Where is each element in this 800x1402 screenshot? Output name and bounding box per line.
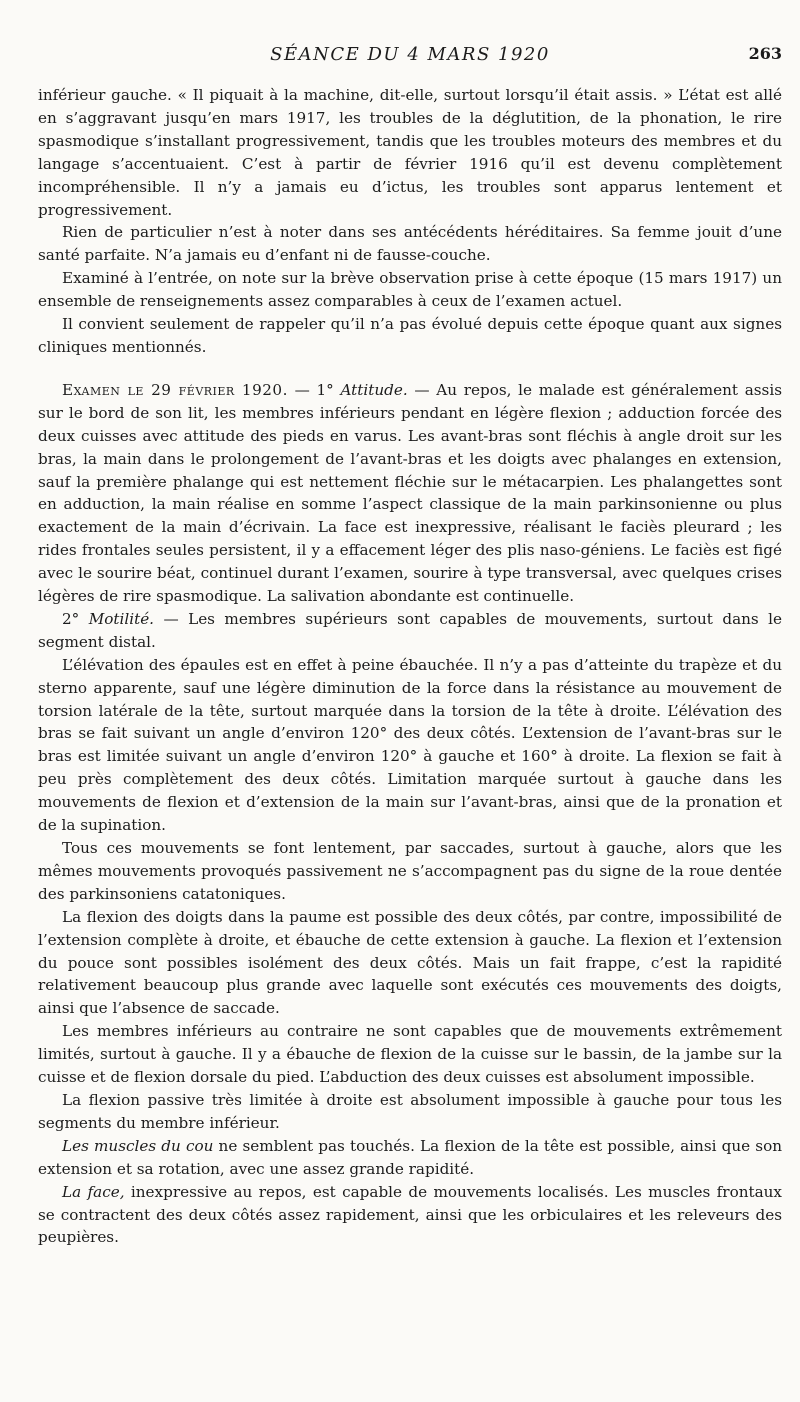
running-title: SÉANCE DU 4 MARS 1920: [270, 44, 550, 65]
page-number: 263: [748, 44, 782, 63]
section-number: 2°: [62, 609, 89, 628]
face-text: inexpressive au repos, est capable de mouvements localisés. Les muscles frontaux se contractent des deux côtés assez rapidement, ainsi que les orbiculaires et les releveurs des peupières.: [38, 1182, 782, 1247]
paragraph: L’élévation des épaules est en effet à peine ébauchée. Il n’y a pas d’atteinte du trapèze et du sterno apparente, sauf une légère diminution de la force dans la résistance au mouvement de torsion latérale de la tête, surtout marquée dans la torsion de la tête à droite. L’élévation des bras se fait suivant un angle d’environ 120° des deux côtés. L’extension de l’avant-bras sur le bras est limitée suivant un angle d’environ 120° à gauche et 160° à droite. La flexion se fait à peu près complètement des deux côtés. Limitation marquée surtout à gauche dans les mouvements de flexion et d’extension de la main sur l’avant-bras, ainsi que de la pronation et de la supination.: [38, 655, 782, 835]
section-title: Motilité.: [88, 609, 155, 628]
section-number: 1°: [316, 380, 341, 399]
face-paragraph: [38, 1181, 782, 1250]
face-title: La face,: [62, 1182, 125, 1201]
motility-paragraph: [38, 608, 782, 654]
exam-paragraph: [38, 379, 782, 608]
exam-heading: Examen le 29 février 1920.: [62, 380, 288, 399]
section-text: — Au repos, le malade est généralement assis sur le bord de son lit, les membres inférieurs pendant en légère flexion ; adduction forcée des deux cuisses avec attitude des pieds en varus. Les avant-bras sont fléchis à angle droit sur les bras, la main dans le prolongement de l’avant-bras et les doigts avec phalanges en extension, sauf la première phalange qui est nettement fléchie sur le métacarpien. Les phalangettes sont en adduction, la main réalise en somme l’aspect classique de la main parkinsonienne ou plus exactement de la main d’écrivain. La face est inexpressive, réalisant le faciès pleurard ; les rides frontales seules persistent, il y a effacement léger des plis naso-géniens. Le faciès est figé avec le sourire béat, continuel durant l’examen, sourire à type transversal, avec quelques crises légères de rire spasmodique. La salivation abondante est continuelle.: [38, 380, 783, 606]
neck-text: ne semblent pas touchés. La flexion de la tête est possible, ainsi que son extension et sa rotation, avec une assez grande rapidité.: [38, 1136, 782, 1178]
section-title: Attitude.: [340, 380, 408, 399]
paragraph: La flexion des doigts dans la paume est possible des deux côtés, par contre, impossibilité de l’extension complète à droite, et ébauche de cette extension à gauche. La flexion et l’extension du pouce sont possibles isolément des deux côtés. Mais un fait frappe, c’est la rapidité relativement beaucoup plus grande avec laquelle sont exécutés ces mouvements des doigts, ainsi que l’absence de saccade.: [38, 907, 782, 1018]
paragraph: Il convient seulement de rappeler qu’il n’a pas évolué depuis cette époque quant aux signes cliniques mentionnés.: [38, 315, 782, 356]
paragraph: Tous ces mouvements se font lentement, par saccades, surtout à gauche, alors que les mêmes mouvements provoqués passivement ne s’accompagnent pas du signe de la roue dentée des parkinsoniens catatoniques.: [38, 839, 782, 903]
running-head: [38, 44, 782, 76]
paragraph: inférieur gauche. « Il piquait à la machine, dit-elle, surtout lorsqu’il était assis. » L’état est allé en s’aggravant jusqu’en mars 1917, les troubles de la déglutition, de la phonation, le rire spasmodique s’installant progressivement, tandis que les troubles moteurs des membres et du langage s’accentuaient. C’est à partir de février 1916 qu’il est devenu complètement incompréhensible. Il n’y a jamais eu d’ictus, les troubles sont apparus lentement et progressivement.: [38, 86, 782, 219]
paragraph: La flexion passive très limitée à droite est absolument impossible à gauche pour tous les segments du membre inférieur.: [38, 1090, 782, 1132]
paragraph: Rien de particulier n’est à noter dans ses antécédents héréditaires. Sa femme jouit d’une santé parfaite. N’a jamais eu d’enfant ni de fausse-couche.: [38, 223, 782, 265]
body-text: [38, 84, 782, 1249]
neck-paragraph: [38, 1135, 782, 1181]
page: [38, 44, 782, 1249]
dash: —: [287, 380, 317, 399]
section-text: — Les membres supérieurs sont capables de mouvements, surtout dans le segment distal.: [38, 609, 783, 651]
neck-title: Les muscles du cou: [62, 1136, 214, 1155]
paragraph: Les membres inférieurs au contraire ne sont capables que de mouvements extrêmement limités, surtout à gauche. Il y a ébauche de flexion de la cuisse sur le bassin, de la jambe sur la cuisse et de flexion dorsale du pied. L’abduction des deux cuisses est absolument impossible.: [38, 1022, 782, 1087]
paragraph: Examiné à l’entrée, on note sur la brève observation prise à cette époque (15 mars 1917) un ensemble de renseignements assez comparables à ceux de l’examen actuel.: [38, 269, 782, 311]
